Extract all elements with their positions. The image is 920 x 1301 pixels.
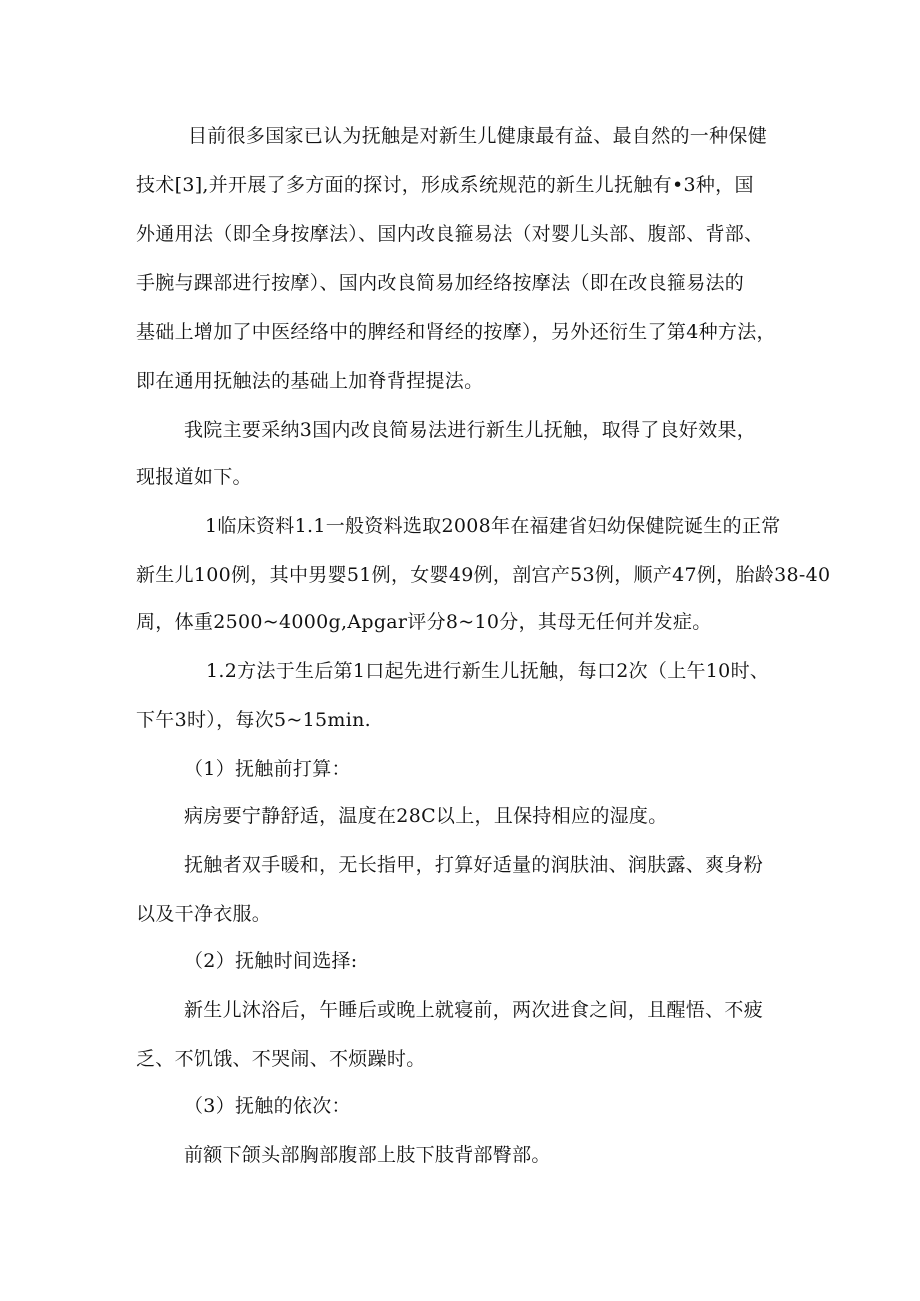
text-line: 以及干净衣服。 — [136, 903, 272, 925]
text-line: 1.2方法于生后第1口起先进行新生儿抚触，每口2次（上午10时、 — [206, 660, 770, 682]
text-line: 病房要宁静舒适，温度在28C以上，且保持相应的湿度。 — [184, 805, 668, 827]
text-line: 新生儿100例，其中男婴51例，女婴49例，剖宫产53例，顺产47例，胎龄38-40 — [136, 564, 831, 586]
text-line: 1临床资料1.1一般资料选取2008年在福建省妇幼保健院诞生的正常 — [205, 515, 781, 537]
text-line: 新生儿沐浴后，午睡后或晚上就寝前，两次进食之间，且醒悟、不疲 — [184, 999, 764, 1021]
text-line: 现报道如下。 — [136, 466, 252, 488]
text-line: （1）抚触前打算： — [184, 758, 351, 780]
text-line: 技术[3],并开展了多方面的探讨，形成系统规范的新生儿抚触有•3种，国 — [136, 174, 754, 196]
text-line: 外通用法（即全身按摩法）、国内改良箍易法（对婴儿头部、腹部、背部、 — [136, 223, 764, 245]
text-line: 手腕与踝部进行按摩）、国内改良简易加经络按摩法（即在改良箍易法的 — [136, 272, 745, 294]
text-line: 我院主要采纳3国内改良简易法进行新生儿抚触，取得了良好效果， — [184, 419, 757, 441]
text-line: 抚触者双手暖和，无长指甲，打算好适量的润肤油、润肤露、爽身粉 — [184, 854, 764, 876]
text-line: （2）抚触时间选择: — [184, 950, 358, 972]
text-line: 前额下颌头部胸部腹部上肢下肢背部臀部。 — [184, 1144, 551, 1166]
text-line: 即在通用抚触法的基础上加脊背捏提法。 — [136, 370, 484, 392]
text-line: 基础上增加了中医经络中的脾经和肾经的按摩），另外还衍生了第4种方法， — [136, 321, 776, 343]
text-line: 下午3时），每次5~15min. — [136, 709, 371, 731]
text-line: 目前很多国家已认为抚触是对新生儿健康最有益、最自然的一种保健 — [188, 125, 768, 147]
text-line: 周，体重2500~4000g,Apgar评分8~10分，其母无任何并发症。 — [136, 611, 712, 633]
text-line: 乏、不饥饿、不哭闹、不烦躁时。 — [136, 1048, 426, 1070]
text-line: （3）抚触的依次： — [184, 1095, 351, 1117]
